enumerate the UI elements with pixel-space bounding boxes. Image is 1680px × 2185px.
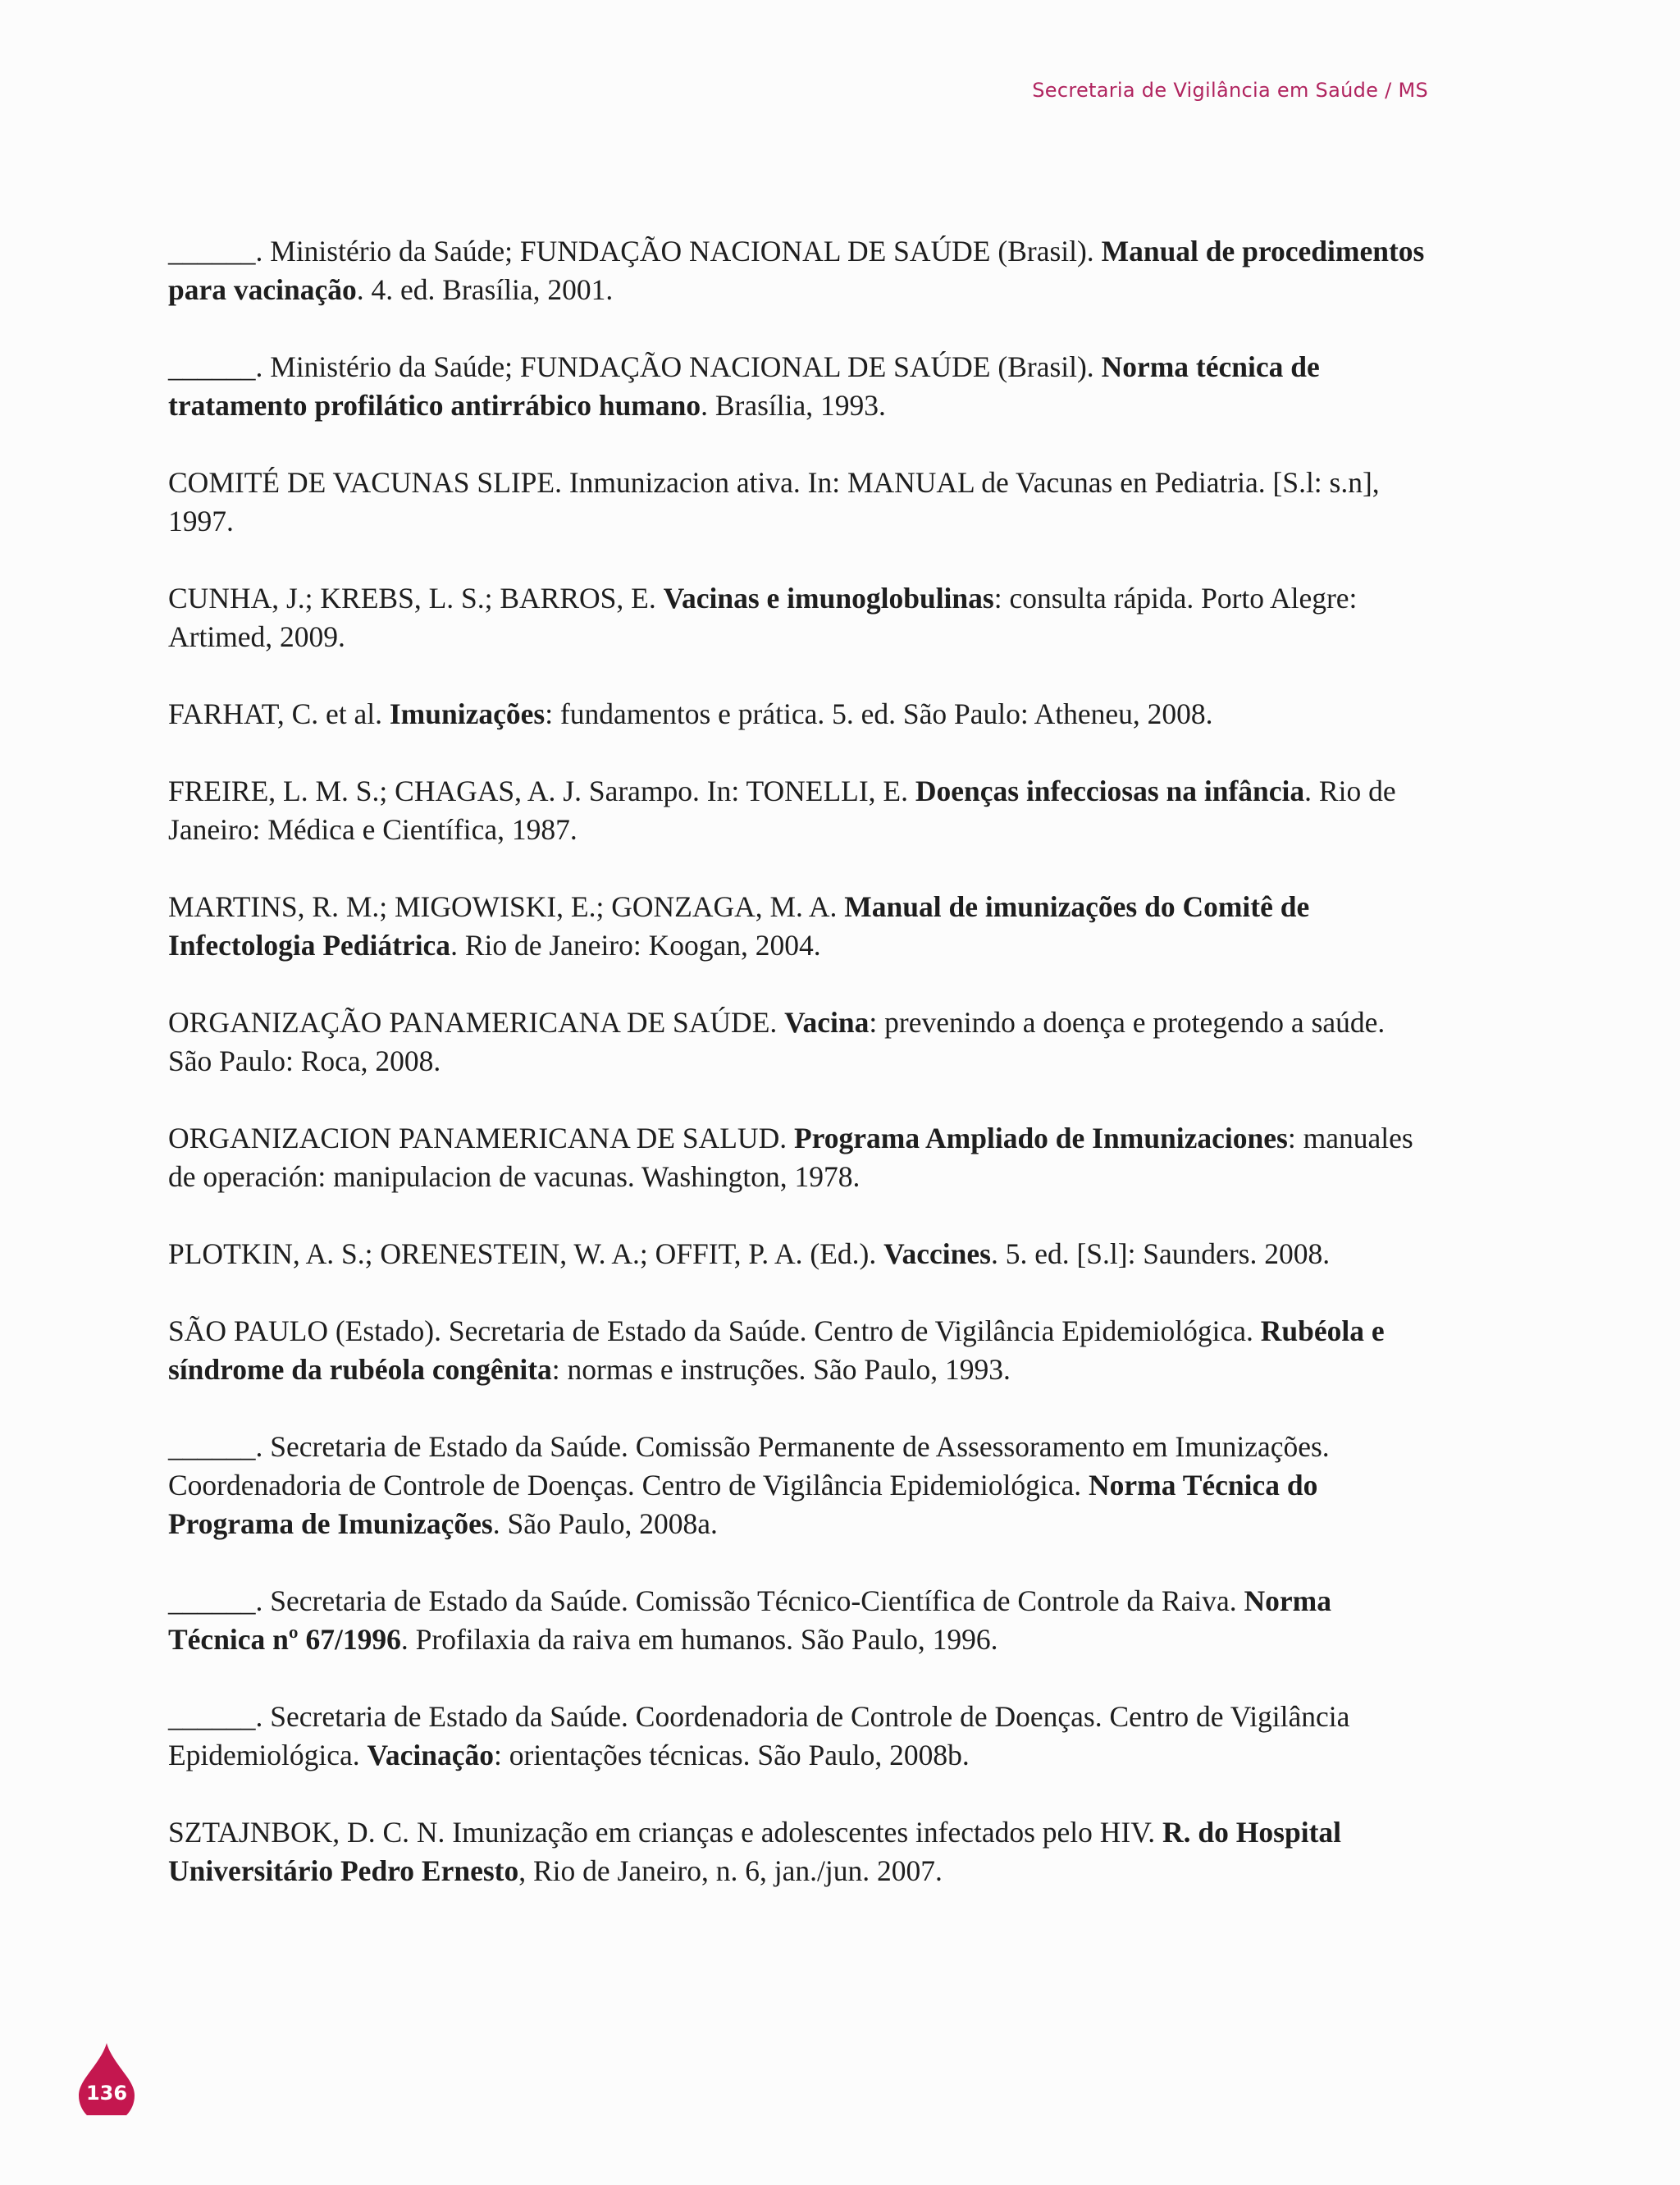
reference-text: SZTAJNBOK, D. C. N. Imunização em crianças e adolescentes infectados pelo HIV. (168, 1816, 1163, 1849)
reference-text: : consulta rápida. Porto Alegre: Artimed, 2009. (168, 582, 1358, 653)
reference-text: . Brasília, 1993. (701, 389, 886, 422)
reference-entry (168, 348, 1431, 425)
reference-entry (168, 464, 1431, 541)
reference-entry (168, 1428, 1431, 1543)
reference-title: Norma Técnica nº 67/1996 (168, 1584, 1331, 1656)
reference-text: ______. Ministério da Saúde; FUNDAÇÃO NACIONAL DE SAÚDE (Brasil). (168, 350, 1102, 383)
reference-text: : normas e instruções. São Paulo, 1993. (551, 1353, 1011, 1386)
reference-entry (168, 579, 1431, 656)
reference-title: Vacinas e imunoglobulinas (663, 582, 994, 615)
reference-text: ORGANIZACION PANAMERICANA DE SALUD. (168, 1122, 794, 1154)
reference-text: ______. Secretaria de Estado da Saúde. Coordenadoria de Controle de Doenças. Centro de Vigilância Epidemiológica. (168, 1700, 1350, 1771)
reference-entry (168, 695, 1431, 734)
reference-text: SÃO PAULO (Estado). Secretaria de Estado da Saúde. Centro de Vigilância Epidemiológica. (168, 1314, 1261, 1347)
reference-title: Norma Técnica do Programa de Imunizações (168, 1469, 1318, 1540)
reference-title: Manual de procedimentos para vacinação (168, 235, 1425, 306)
reference-text: MARTINS, R. M.; MIGOWISKI, E.; GONZAGA, M. A. (168, 890, 845, 923)
reference-entry (168, 1698, 1431, 1775)
reference-entry (168, 1003, 1431, 1081)
reference-text: PLOTKIN, A. S.; ORENESTEIN, W. A.; OFFIT, P. A. (Ed.). (168, 1237, 884, 1270)
reference-text: ORGANIZAÇÃO PANAMERICANA DE SAÚDE. (168, 1006, 785, 1039)
reference-text: . 5. ed. [S.l]: Saunders. 2008. (990, 1237, 1331, 1270)
reference-list (168, 232, 1431, 1929)
reference-title: Rubéola e síndrome da rubéola congênita (168, 1314, 1385, 1386)
reference-text: : fundamentos e prática. 5. ed. São Paulo: Atheneu, 2008. (545, 697, 1213, 730)
reference-entry (168, 772, 1431, 849)
reference-entry (168, 1813, 1431, 1890)
reference-entry (168, 1235, 1431, 1273)
reference-title: Programa Ampliado de Inmunizaciones (793, 1122, 1288, 1154)
reference-text: CUNHA, J.; KREBS, L. S.; BARROS, E. (168, 582, 664, 615)
reference-title: Manual de imunizações do Comitê de Infectologia Pediátrica (168, 890, 1310, 962)
reference-title: Vacina (784, 1006, 870, 1039)
reference-text: . Profilaxia da raiva em humanos. São Paulo, 1996. (400, 1623, 998, 1656)
reference-text: . 4. ed. Brasília, 2001. (356, 273, 614, 306)
reference-text: FREIRE, L. M. S.; CHAGAS, A. J. Sarampo. In: TONELLI, E. (168, 775, 915, 807)
reference-text: ______. Secretaria de Estado da Saúde. Comissão Técnico-Científica de Controle da Raiva. (168, 1584, 1244, 1617)
reference-title: Imunizações (389, 697, 546, 730)
reference-title: R. do Hospital Universitário Pedro Ernesto (168, 1816, 1342, 1887)
reference-text: . São Paulo, 2008a. (492, 1507, 718, 1540)
reference-text: : prevenindo a doença e protegendo a saúde. São Paulo: Roca, 2008. (168, 1006, 1386, 1077)
reference-text: : manuales de operación: manipulacion de vacunas. Washington, 1978. (168, 1122, 1413, 1193)
reference-title: Vaccines (883, 1237, 991, 1270)
reference-title: Doenças infecciosas na infância (915, 775, 1305, 807)
reference-entry (168, 232, 1431, 309)
reference-entry (168, 1119, 1431, 1196)
reference-entry (168, 1582, 1431, 1659)
reference-text: FARHAT, C. et al. (168, 697, 390, 730)
reference-entry (168, 1312, 1431, 1389)
reference-title: Norma técnica de tratamento profilático antirrábico humano (168, 350, 1320, 422)
reference-title: Vacinação (367, 1739, 495, 1771)
reference-text: COMITÉ DE VACUNAS SLIPE. Inmunizacion ativa. In: MANUAL de Vacunas en Pediatria. [S.l: s.n], 1997. (168, 466, 1380, 537)
reference-text: , Rio de Janeiro, n. 6, jan./jun. 2007. (518, 1854, 943, 1887)
reference-text: . Rio de Janeiro: Médica e Científica, 1987. (168, 775, 1396, 846)
reference-text: : orientações técnicas. São Paulo, 2008b. (494, 1739, 970, 1771)
reference-entry (168, 888, 1431, 965)
page-number: 136 (85, 2082, 128, 2105)
reference-text: ______. Secretaria de Estado da Saúde. Comissão Permanente de Assessoramento em Imunizações. Coordenadoria de Controle de Doenças. Centro de Vigilância Epidemiológica. (168, 1430, 1330, 1502)
reference-text: ______. Ministério da Saúde; FUNDAÇÃO NACIONAL DE SAÚDE (Brasil). (168, 235, 1102, 267)
running-header: Secretaria de Vigilância em Saúde / MS (1032, 79, 1428, 102)
page-number-badge (79, 2043, 135, 2115)
reference-text: . Rio de Janeiro: Koogan, 2004. (450, 929, 821, 962)
